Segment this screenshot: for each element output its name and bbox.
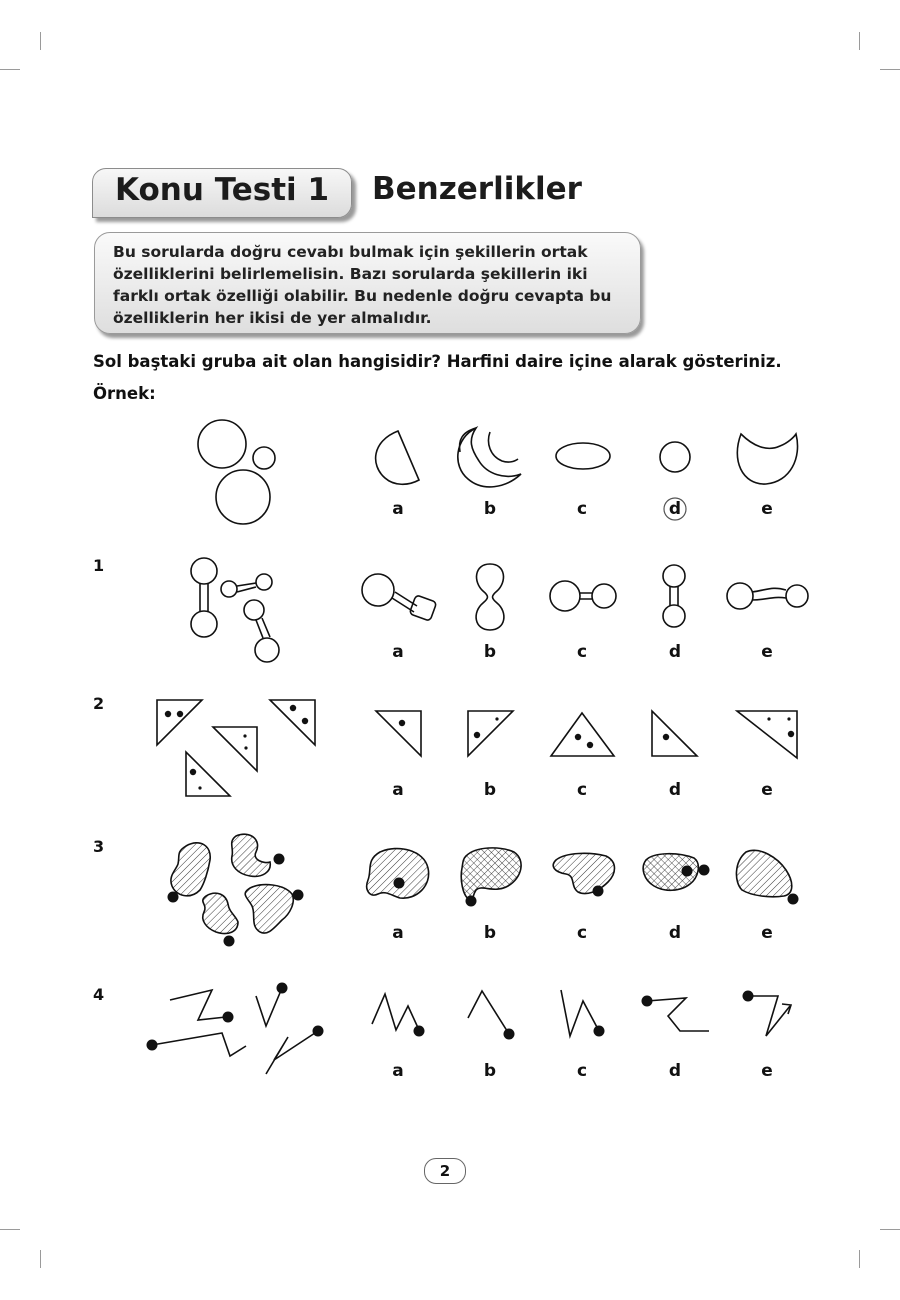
info-text: Bu sorularda doğru cevabı bulmak için şekillerin ortak özelliklerini belirlemelisin. Bazı sorularda şekillerin iki farklı ortak özelliği olabilir. Bu nedenle doğru cevapta bu özelliklerin her ikisi de yer almalıdır. [113,243,612,327]
question-1-option-d[interactable]: d [668,642,682,662]
question-4-option-c-figure [561,990,599,1036]
example-group-figure [198,420,275,524]
question-4-option-a[interactable]: a [392,1061,404,1081]
question-3-option-a-figure [367,849,429,899]
question-number-2: 2 [93,694,105,713]
question-4-dots [147,983,754,1051]
page-number: 2 [424,1158,466,1184]
question-4-option-d[interactable]: d [668,1061,682,1081]
question-4-option-e-figure [748,996,791,1036]
question-4-group-figure [152,988,318,1074]
question-2-option-b[interactable]: b [483,780,497,800]
question-4-option-a-figure [372,994,419,1030]
question-number-1: 1 [93,556,105,575]
question-4-option-b-figure [468,991,509,1034]
question-1-option-b-figure [476,564,504,630]
example-label: Örnek: [93,384,156,403]
question-3-option-a[interactable]: a [392,923,404,943]
example-option-c[interactable]: c [576,499,588,519]
question-2-dots [165,705,794,790]
question-number-4: 4 [93,985,105,1004]
example-option-a-figure [376,431,419,484]
question-1-option-a-figure [362,574,437,621]
question-3-option-b[interactable]: b [483,923,497,943]
question-1-group-figure [191,558,279,662]
question-2-option-a[interactable]: a [392,780,404,800]
topic-title: Benzerlikler [372,171,582,207]
example-option-a[interactable]: a [392,499,404,519]
question-3-option-b-figure [461,848,521,900]
example-option-e-figure [737,434,797,484]
question-4-option-e[interactable]: e [761,1061,773,1081]
example-option-c-figure [556,443,610,469]
question-1-option-b[interactable]: b [483,642,497,662]
test-label: Konu Testi 1 [115,172,330,208]
example-option-b-figure [458,428,521,487]
question-1-option-c[interactable]: c [576,642,588,662]
question-2-option-c-figure [551,713,614,756]
question-3-option-e-figure [736,850,791,896]
example-answer-circle [664,498,686,520]
question-4-option-c[interactable]: c [576,1061,588,1081]
question-1-option-d-figure [663,565,685,627]
instruction-text: Sol baştaki gruba ait olan hangisidir? Harfini daire içine alarak gösteriniz. [93,352,782,371]
question-3-option-c-figure [553,853,614,893]
question-1-option-e[interactable]: e [761,642,773,662]
example-option-b[interactable]: b [483,499,497,519]
question-2-option-e[interactable]: e [761,780,773,800]
question-3-option-d[interactable]: d [668,923,682,943]
question-4-option-b[interactable]: b [483,1061,497,1081]
question-3-option-c[interactable]: c [576,923,588,943]
question-3-group-figure [171,834,293,933]
question-1-option-e-figure [727,583,808,609]
question-1-option-a[interactable]: a [392,642,404,662]
question-2-option-d[interactable]: d [668,780,682,800]
question-2-option-d-figure [652,711,697,756]
question-4-option-d-figure [647,998,709,1031]
example-option-d[interactable]: d [668,499,682,519]
question-3-option-e[interactable]: e [761,923,773,943]
question-number-3: 3 [93,837,105,856]
question-2-option-a-figure [376,711,421,756]
example-option-e[interactable]: e [761,499,773,519]
question-2-option-c[interactable]: c [576,780,588,800]
question-1-option-c-figure [550,581,616,611]
example-option-d-figure [660,442,690,472]
